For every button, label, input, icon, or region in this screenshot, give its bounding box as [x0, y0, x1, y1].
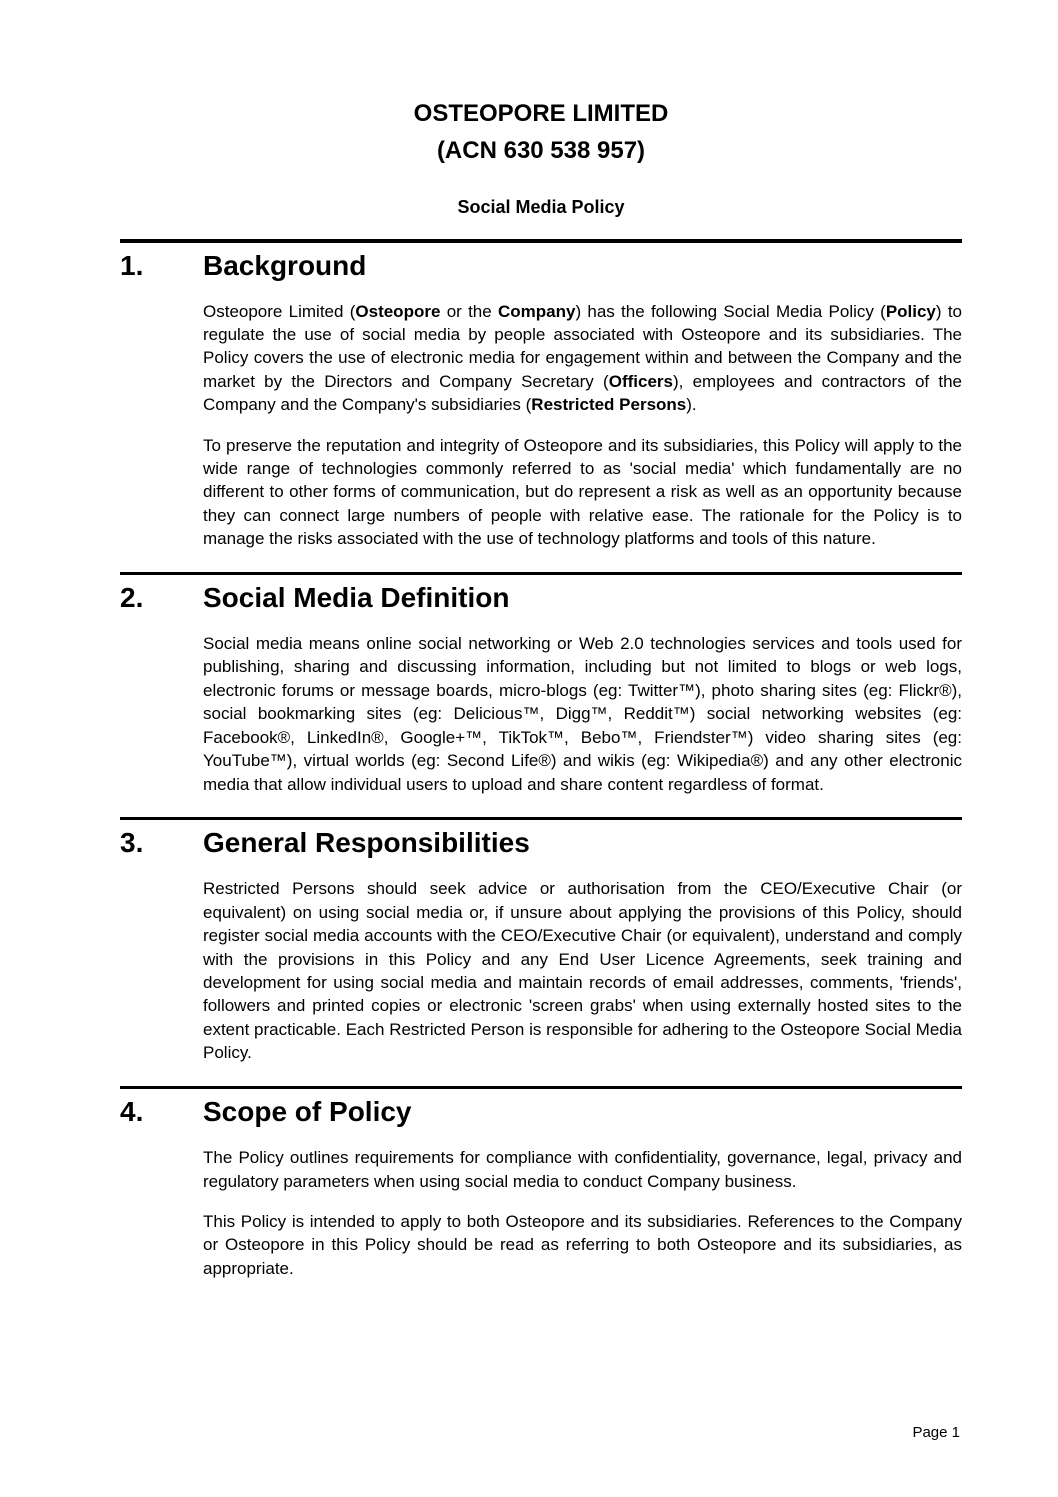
section-divider-rule: [120, 817, 962, 821]
paragraph: Social media means online social networking or Web 2.0 technologies services and tools used for publishing, sharing and discussing information, including but not limited to blogs or web logs, electronic forums or message boards, micro-blogs (eg: Twitter™), photo sharing sites (eg: Flickr®), social bookmarking sites (eg: Delicious™, Digg™, Reddit™) social networking websites (eg: Facebook®, LinkedIn®, Google+™, TikTok™, Bebo™, Friendster™) video sharing sites (eg: YouTube™), virtual worlds (eg: Second Life®) and wikis (eg: Wikipedia®) and any other electronic media that allow individual users to upload and share content regardless of format.: [203, 634, 962, 794]
paragraph: To preserve the reputation and integrity of Osteopore and its subsidiaries, this Policy will apply to the wide range of technologies commonly referred to as 'social media' which fundamentally are no different to other forms of communication, but do represent a risk as well as an opportunity because they can connect large numbers of people with relative ease. The rationale for the Policy is to manage the risks associated with the use of technology platforms and tools of this nature.: [203, 435, 962, 549]
section-paragraphs: [203, 877, 962, 1064]
company-acn: (ACN 630 538 957): [436, 137, 646, 164]
policy-section: [120, 239, 962, 551]
page-number: Page 1: [912, 1424, 960, 1441]
paragraph: Osteopore Limited (Osteopore or the Company) has the following Social Media Policy (Policy) to regulate the use of social media by people associated with Osteopore and its subsidiaries. The Policy covers the use of electronic media for engagement within and between the Company and the market by the Directors and Company Secretary (Officers), employees and contractors of the Company and the Company's subsidiaries (Restricted Persons).: [203, 301, 963, 415]
company-title: OSTEOPORE LIMITED: [413, 100, 669, 127]
section-heading-row: [120, 826, 962, 860]
paragraph: This Policy is intended to apply to both Osteopore and its subsidiaries. References to the Company or Osteopore in this Policy should be read as referring to both Osteopore and its subsidiaries, as appropriate.: [203, 1211, 962, 1278]
section-paragraphs: [203, 632, 962, 796]
section-divider-rule: [120, 1086, 962, 1090]
section-paragraphs: [203, 1146, 962, 1280]
policy-section: [120, 572, 962, 796]
section-heading: Social Media Definition: [203, 582, 510, 614]
section-heading-row: [120, 249, 962, 283]
paragraph: The Policy outlines requirements for compliance with confidentiality, governance, legal, privacy and regulatory parameters when using social media to conduct Company business.: [203, 1148, 962, 1191]
section-heading-row: [120, 1095, 962, 1129]
section-heading: General Responsibilities: [203, 827, 530, 859]
section-heading: Background: [203, 249, 367, 281]
section-divider-rule: [120, 572, 962, 576]
sections-container: [120, 239, 962, 1280]
section-number: 3.: [120, 827, 144, 859]
document-header: [120, 95, 962, 218]
section-number: 4.: [120, 1096, 144, 1128]
section-paragraphs: [203, 300, 962, 551]
section-number: 1.: [120, 249, 144, 281]
section-heading: Scope of Policy: [203, 1096, 412, 1128]
section-number: 2.: [120, 582, 144, 614]
section-heading-row: [120, 581, 962, 615]
section-divider-rule: [120, 239, 962, 243]
policy-section: [120, 817, 962, 1065]
document-footer: [912, 1424, 960, 1442]
document-title: Social Media Policy: [457, 197, 625, 217]
paragraph: Restricted Persons should seek advice or authorisation from the CEO/Executive Chair (or equivalent) on using social media or, if unsure about applying the provisions of this Policy, should register social media accounts with the CEO/Executive Chair (or equivalent), understand and comply with the provisions in this Policy and any End User Licence Agreements, seek training and development for using social media and maintain records of email addresses, comments, 'friends', followers and printed copies or electronic 'screen grabs' when using externally hosted sites to the extent practicable. Each Restricted Person is responsible for adhering to the Osteopore Social Media Policy.: [203, 879, 962, 1063]
policy-section: [120, 1086, 962, 1281]
